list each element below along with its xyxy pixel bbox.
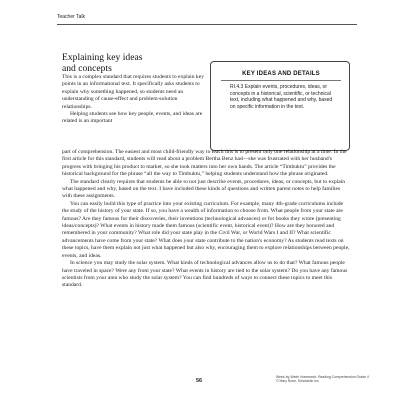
page-number: 56 (196, 378, 203, 384)
body-paragraph: You can easily build this type of practice into your existing curriculum. For example, many 4th-grade curriculums include the study of the history of your state. If so, you have a wealth of information to choose from. What people from your state are famous? Are they famous for their discoveries, their inventions (technological advances) or for books they wrote (presenting ideas/concepts)? What events in history made them famous (scientific event, historical event)? How are they honored and remembered in your community? What role did your state play in the Civil War, or World Wars I and II? What scientific advancements have come from your state? What does your state contribute to the nation's economy? As students read texts on these topics, have them explain not just what happened but also why, encouraging them to explore relationships between people, events, and ideas. (62, 200, 350, 259)
footer-credit-copyright: © Mary Rose, Scholastic Inc. (276, 379, 320, 384)
section-title-line-1: Explaining key ideas (62, 52, 143, 63)
running-header (57, 14, 357, 26)
body-text (62, 149, 350, 290)
standard-sidebar (210, 61, 350, 151)
header-label: Teacher Talk (57, 14, 85, 20)
sidebar-standard-text: RI.4.3 Explain events, procedures, ideas, or concepts in a historical, scientific, or technical text, including what happened and why, based on specific information in the text. (230, 84, 333, 110)
section-title-line-2: and concepts (62, 63, 112, 74)
footer-credit-title: Week-by-Week Homework: Reading Comprehension Grade 4 (276, 375, 369, 379)
intro-paragraph: Helping students see how key people, events, and ideas are related is an important (62, 111, 203, 125)
sidebar-divider (221, 80, 341, 81)
section-title (62, 52, 202, 74)
intro-column (62, 74, 206, 126)
body-paragraph: part of comprehension. The easiest and most child-friendly way to teach this is to present only one relationship at a time. In the first article for this standard, students will read about a problem Bertha Benz had—she was frustrated with her husband's progress with bringing his product to market, so she took matters into her own hands. The article “Timbuktu” provides the historical background for the phrase “all the way to Timbuktu,” helping students understand how the phrase originated. (62, 149, 347, 178)
body-paragraph: The standard clearly requires that students be able to not just describe events, procedures, ideas, or concepts, but to explain what happened and why, based on the text. I have included these kinds of questions and written parent notes to help families with these assignments. (62, 178, 346, 200)
intro-paragraph: This is a complex standard that requires students to explain key points in an informational text. It specifically asks students to explain why something happened, so students need an understanding of cause-effect and problem-solution relationships. (62, 74, 204, 110)
sidebar-title: KEY IDEAS AND DETAILS (242, 71, 320, 77)
body-paragraph: In science you may study the solar system. What kinds of technological advances allow us to do that? What famous people have traveled in space? Were any from your state? What events in history are tied to the solar system? Do you have any famous scientists from your area who study the solar system? You can find hundreds of ways to connect these topics to meet this standard. (62, 260, 348, 289)
footer-credit (276, 375, 376, 384)
header-rule (57, 24, 357, 25)
